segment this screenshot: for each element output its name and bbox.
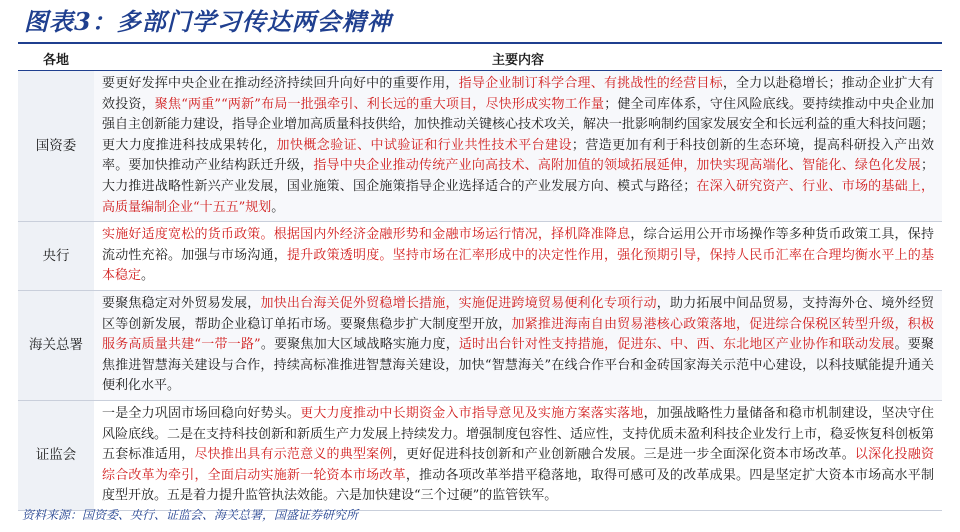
- highlighted-text: 适时出台针对性支持措施，促进东、中、西、东北地区产业协作和联动发展: [458, 337, 895, 353]
- header-region: 各地: [18, 46, 94, 71]
- highlighted-text: 加快概念验证、中试验证和行业共性技术平台建设: [276, 137, 572, 153]
- body-text: 。要聚焦加大区域战略实施力度，: [260, 337, 459, 353]
- body-text: ，助力拓展中间品贸易，支持海外仓、境外经贸区等创新发展，帮助企业稳订单拓市场。要聚焦稳步扩大制度型开放，: [102, 295, 934, 332]
- highlighted-text: 实施好适度宽松的货币政策。根据国内外经济金融形势和金融市场运行情况，择机降准降息: [102, 227, 631, 243]
- table-row: [18, 400, 942, 510]
- body-text: 。: [271, 199, 285, 215]
- content-table: [18, 46, 942, 511]
- region-cell: 证监会: [18, 400, 94, 510]
- body-text: ，更好促进科技创新和产业创新融合发展。三是进一步全面深化资本市场改革。: [392, 447, 855, 463]
- content-cell: [94, 400, 942, 510]
- header-row: [18, 46, 942, 71]
- table-row: [18, 290, 942, 400]
- body-text: ；营造更加有利于科技创新的生态环境，提高科研投入产出效率。要加快推动产业结构跃迁升级，: [102, 137, 934, 174]
- highlighted-text: 尽快推出具有示范意义的典型案例: [194, 447, 393, 463]
- highlighted-text: 提升政策透明度。坚持市场在汇率形成中的决定性作用，强化预期引导，保持人民币汇率在合理均衡水平上的基本稳定: [102, 247, 934, 284]
- body-text: 。要聚焦推进智慧海关建设与合作，持续高标准推进智慧海关建设，加快“智慧海关”在线合作平台和金砖国家海关示范中心建设，以科技赋能提升通关便利化水平。: [102, 337, 934, 394]
- highlighted-text: 加快出台海关促外贸稳增长措施，实施促进跨境贸易便利化专项行动: [260, 295, 657, 311]
- header-content: 主要内容: [94, 46, 942, 71]
- table-row: [18, 71, 942, 222]
- content-cell: [94, 222, 942, 291]
- body-text: 要更好发挥中央企业在推动经济持续回升向好中的重要作用，: [102, 76, 459, 91]
- body-text: ，加强战略性力量储备和稳市机制建设，坚决守住风险底线。二是在支持科技创新和新质生产力发展上持续发力。增强制度包容性、适应性，支持优质未盈利科技企业发行上市，稳妥恢复科创板第五套标准适用，: [102, 405, 935, 463]
- region-cell: 海关总署: [18, 290, 94, 400]
- highlighted-text: 更大力度推动中长期资金入市指导意见及实施方案落实落地: [300, 405, 644, 421]
- content-cell: [94, 71, 942, 222]
- highlighted-text: 以深化投融资综合改革为牵引，全面启动实施新一轮资本市场改革: [102, 447, 934, 483]
- highlighted-text: 指导企业制订科学合理、有挑战性的经营目标: [458, 76, 723, 91]
- highlighted-text: 加紧推进海南自由贸易港核心政策落地，促进综合保税区转型升级，积极服务高质量共建“一带一路”: [102, 316, 934, 353]
- body-text: 一是全力巩固市场回稳向好势头。: [102, 405, 301, 421]
- body-text: 要聚焦稳定对外贸易发展，: [102, 295, 261, 311]
- highlighted-text: 在深入研究资产、行业、市场的基础上，高质量编制企业“十五五”规划: [102, 178, 934, 215]
- body-text: ，全力以赴稳增长；推动企业扩大有效投资，: [102, 76, 934, 112]
- chart-title: 图表3：多部门学习传达两会精神: [24, 7, 392, 36]
- region-cell: 国资委: [18, 71, 94, 222]
- body-text: ，综合运用公开市场操作等多种货币政策工具，保持流动性充裕。加强与市场沟通，: [102, 227, 934, 263]
- body-text: ；健全司库体系，守住风险底线。要持续推动中央企业加强自主创新能力建设，指导企业增加高质量科技供给，加快推动关键核心技术攻关，解决一批影响制约国家发展安全和长远利益的重大科技问题；更大力度推进科技成果转化，: [102, 96, 935, 153]
- highlighted-text: 聚焦“两重”“两新”布局一批强牵引、利长远的重大项目，尽快形成实物工作量: [154, 96, 605, 112]
- table-row: [18, 222, 942, 291]
- body-text: 。: [141, 268, 155, 284]
- source-note: 资料来源：国资委、央行、证监会、海关总署，国盛证券研究所: [22, 508, 359, 522]
- region-cell: 央行: [18, 222, 94, 291]
- title-rule: [18, 42, 942, 44]
- content-cell: [94, 290, 942, 400]
- body-text: ；大力推进战略性新兴产业发展，国业施策、国企施策指导企业选择适合的产业发展方向、模式与路径；: [102, 158, 934, 194]
- body-text: ，推动各项改革举措平稳落地，取得可感可及的改革成果。四是坚定扩大资本市场高水平制度型开放。五是着力提升监管执法效能。六是加快建设“三个过硬”的监管铁军。: [102, 467, 934, 504]
- highlighted-text: 指导中央企业推动传统产业向高技术、高附加值的领域拓展延伸，加快实现高端化、智能化、绿色化发展: [313, 158, 921, 174]
